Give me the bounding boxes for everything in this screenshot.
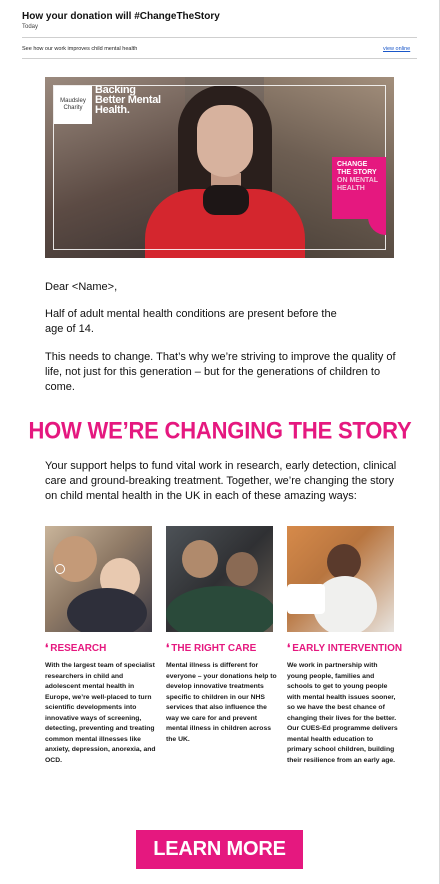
- greeting: Dear <Name>,: [45, 281, 118, 293]
- card-text-right-care: Mental illness is different for everyone – your donations help to develop innovative treatments specific to children in our NHS services that also influence the way we care for and prevent mental illness in children across the UK.: [166, 662, 277, 743]
- quote-mark-icon: ❛: [166, 642, 170, 655]
- preheader-divider: [22, 58, 417, 59]
- image-figure-adult: [53, 536, 97, 582]
- charity-logo: Maudsley Charity: [54, 86, 92, 124]
- badge-line-2: ON MENTAL HEALTH: [337, 177, 378, 192]
- image-bubble: [55, 564, 65, 574]
- research-image: [45, 526, 152, 632]
- section-body: Your support helps to fund vital work in research, early detection, clinical care and ground-breaking treatment. Together, we’re changing the story on child mental health in the UK in each of these amazing ways:: [45, 460, 397, 502]
- card-text-research: With the largest team of specialist researchers in child and adolescent mental health in Europe, we’re well-placed to turn scientific developments into innovative ways of screening, detecting, preventing and treating common mental illnesses like anxiety, depression, anorexia, and OCD.: [45, 662, 156, 764]
- image-paper: [287, 584, 325, 614]
- image-figure-right: [226, 552, 258, 586]
- badge-line-1: CHANGE THE STORY: [337, 161, 377, 176]
- early-intervention-image: [287, 526, 394, 632]
- charity-tagline: Backing Better Mental Health.: [95, 84, 161, 116]
- hero-image: [45, 77, 394, 258]
- intro-paragraph-2: This needs to change. That’s why we’re striving to improve the quality of life, not just for this generation – but for the generations of children to come.: [45, 351, 396, 393]
- intro-paragraph-1: Half of adult mental health conditions are present before the age of 14.: [45, 308, 337, 335]
- card-text-early-intervention: We work in partnership with young people, families and schools to get to young people with mental health issues sooner, so we have the best chance of changing their lives for the better. Our CUES-Ed programme delivers mental health education to primary school children, building their resilience from an early age.: [287, 662, 398, 764]
- view-online-link[interactable]: view online: [383, 46, 411, 52]
- card-title-early-intervention: ❛ EARLY INTERVENTION: [287, 642, 403, 655]
- image-clothing: [67, 588, 147, 632]
- quote-mark-icon: ❛: [287, 642, 291, 655]
- email-subject: How your donation will #ChangeTheStory: [22, 11, 220, 22]
- card-title-research: ❛ RESEARCH: [45, 642, 107, 655]
- header-divider: [22, 37, 417, 38]
- image-figure-left: [182, 540, 218, 578]
- section-heading: HOW WE’RE CHANGING THE STORY: [28, 416, 412, 444]
- image-figure: [327, 544, 361, 580]
- quote-mark-icon: ❛: [45, 642, 49, 655]
- email-date: Today: [22, 24, 39, 30]
- image-clothing: [166, 586, 273, 632]
- right-care-image: [166, 526, 273, 632]
- preheader-text: See how our work improves child mental health: [22, 46, 138, 52]
- learn-more-button[interactable]: LEARN MORE: [136, 830, 303, 869]
- change-the-story-badge: [332, 157, 386, 219]
- card-title-right-care: ❛ THE RIGHT CARE: [166, 642, 257, 655]
